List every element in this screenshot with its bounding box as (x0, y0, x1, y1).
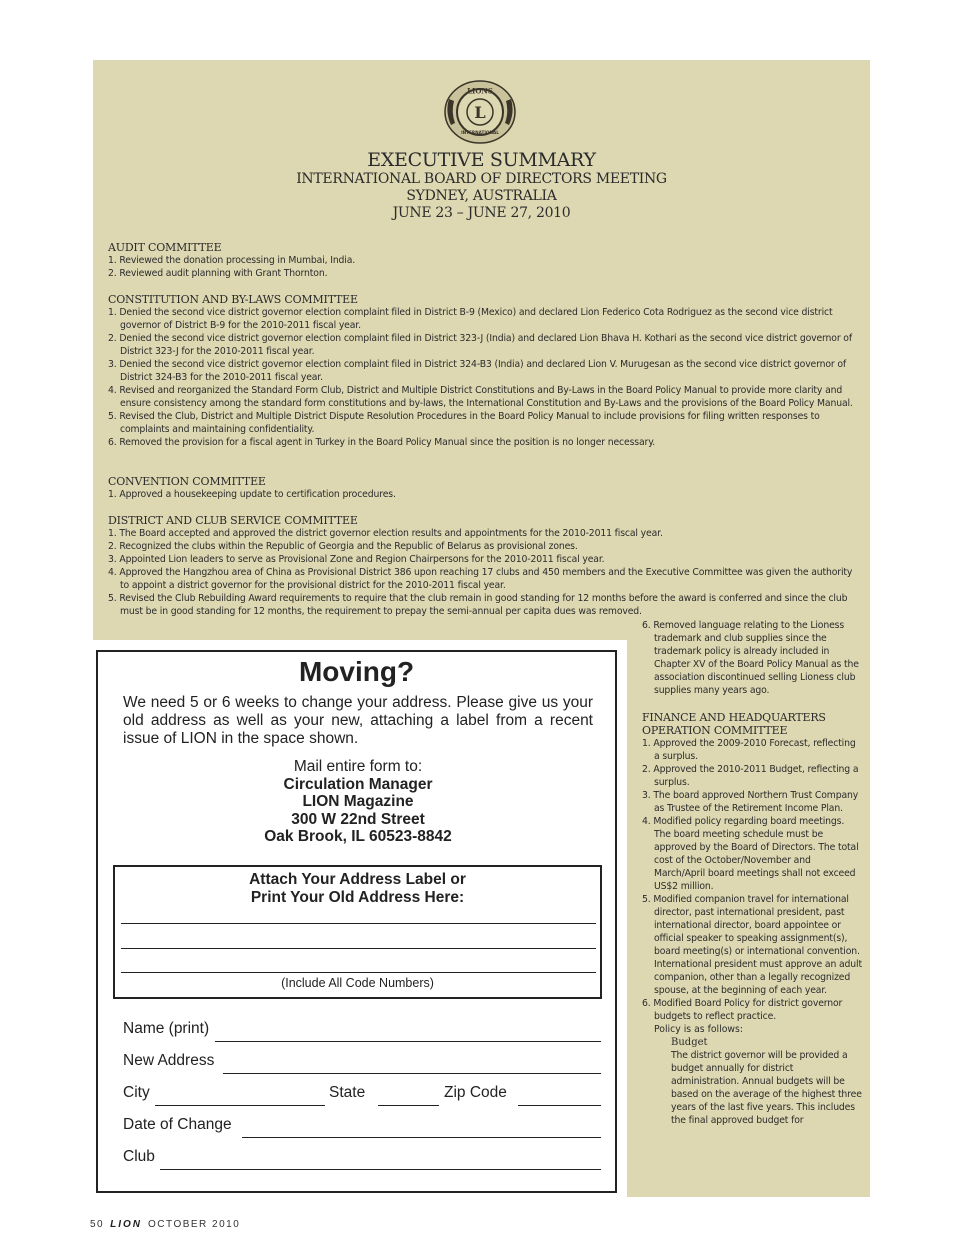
convention-committee-section (108, 475, 858, 501)
new-address-field[interactable] (123, 1052, 601, 1074)
club-field[interactable] (123, 1148, 601, 1170)
form-intro: We need 5 or 6 weeks to change your address. Please give us your old address as well as your new, attaching a label from a recent issue of LION in the space shown. (123, 694, 593, 747)
city-state-zip-field[interactable] (123, 1084, 601, 1106)
address-line-1: Circulation Manager (283, 775, 433, 793)
list-item: 1. Approved the 2009-2010 Forecast, reflecting a surplus. (642, 738, 856, 762)
label-box-title (115, 871, 600, 907)
section-heading: FINANCE AND HEADQUARTERS (642, 711, 826, 724)
page-title: EXECUTIVE SUMMARY (367, 149, 596, 171)
old-address-line-1[interactable] (121, 923, 596, 924)
date-of-change-field[interactable] (123, 1116, 601, 1138)
section-heading: CONSTITUTION AND BY-LAWS COMMITTEE (108, 293, 358, 306)
new-address-line[interactable] (223, 1073, 601, 1074)
list-item: 2. Denied the second vice district governor election complaint filed in District 323-J (India) and declared Lion Bhava H. Kothari as the second vice district governor of District 323-J for the 2010-2011 fiscal year. (108, 333, 852, 357)
old-address-line-2[interactable] (121, 948, 596, 949)
district-committee-section (108, 514, 858, 618)
label-title-line-1: Attach Your Address Label or (249, 871, 466, 888)
list-item: 1. Denied the second vice district governor election complaint filed in District B-9 (Mexico) and declared Lion Federico Cota Rodriguez as the second vice district governor of District B-9 for the 2010-2011 fiscal year. (108, 307, 833, 331)
list-item: 3. Appointed Lion leaders to serve as Provisional Zone and Region Chairpersons for the 2010-2011 fiscal year. (108, 554, 605, 565)
date-label: Date of Change (123, 1116, 232, 1133)
subtitle-line-3: JUNE 23 – JUNE 27, 2010 (392, 205, 571, 221)
date-line[interactable] (242, 1137, 601, 1138)
list-item: 5. Revised the Club, District and Multiple District Dispute Resolution Procedures in the Board Policy Manual to include provisions for filing written responses to complaints and maintaining confidentiality. (108, 411, 820, 435)
section-heading: AUDIT COMMITTEE (108, 241, 222, 254)
change-of-address-form (96, 650, 617, 1193)
issue-date: OCTOBER 2010 (148, 1219, 241, 1230)
address-line-2: LION Magazine (302, 793, 414, 810)
list-item: 1. Reviewed the donation processing in Mumbai, India. (108, 255, 356, 266)
list-item: 4. Modified policy regarding board meetings. The board meeting schedule must be approved by the Board of Directors. The total cost of the October/November and March/April board meetings shall not exceed US$2 million. (642, 816, 859, 892)
mailing-address (98, 758, 618, 846)
section-heading: CONVENTION COMMITTEE (108, 475, 266, 488)
logo-top-text: LIONS (467, 86, 493, 96)
list-item: 4. Revised and reorganized the Standard Form Club, District and Multiple District Constitutions and By-Laws in the Board Policy Manual to provide more clarity and ensure consistency among the standard form constitutions and by-laws, the International Constitution and By-Laws and the provisions of the Board Policy Manual. (108, 385, 853, 409)
lions-logo-icon (443, 79, 517, 145)
policy-line: Policy is as follows: (654, 1024, 743, 1035)
club-label: Club (123, 1148, 155, 1165)
budget-text: The district governor will be provided a budget annually for district administration. Annual budgets will be based on the average of the highest three years of the last five years. This includes the final approved budget for (671, 1050, 862, 1126)
name-label: Name (print) (123, 1020, 210, 1037)
constitution-committee-section (108, 293, 858, 449)
list-item: 5. Revised the Club Rebuilding Award requirements to require that the club remain in good standing for 12 months before the award is conferred and since the club must be in good standing for 12 months, the requirement to prepay the semi-annual per capita dues was removed. (108, 593, 848, 617)
list-item: 3. The board approved Northern Trust Company as Trustee of the Retirement Income Plan. (642, 790, 859, 814)
city-label: City (123, 1084, 150, 1101)
audit-committee-section (108, 241, 858, 280)
new-address-label: New Address (123, 1052, 215, 1069)
club-line[interactable] (160, 1169, 601, 1170)
page-number: 50 (90, 1219, 105, 1230)
state-label: State (329, 1084, 366, 1101)
label-title-line-2: Print Your Old Address Here: (250, 889, 465, 906)
label-box-note: (Include All Code Numbers) (281, 976, 434, 990)
name-field[interactable] (123, 1020, 601, 1042)
page-footer (90, 1219, 240, 1230)
logo-bottom-text: INTERNATIONAL (461, 130, 499, 135)
zip-line[interactable] (518, 1105, 601, 1106)
address-line-4: Oak Brook, IL 60523-8842 (264, 828, 452, 845)
list-item: 5. Modified companion travel for international director, past international president, past international director, board appointee or official speaker to speaking assignment(s), board meeting(s) or international convention. International president must approve an adult companion, other than a legally recognized spouse, at the beginning of each year. (642, 894, 862, 996)
section-heading-cont: OPERATION COMMITTEE (642, 724, 788, 737)
address-line-3: 300 W 22nd Street (291, 810, 425, 828)
list-item: 4. Approved the Hangzhou area of China as Provisional District 386 upon reaching 17 clubs and 450 members and the Executive Committee was given the authority to appoint a district governor for the provisional district for the 2010-2011 fiscal year. (108, 567, 853, 591)
header (93, 149, 870, 222)
list-item: 6. Removed the provision for a fiscal agent in Turkey in the Board Policy Manual since the position is no longer necessary. (108, 437, 656, 448)
form-title: Moving? (298, 656, 415, 687)
list-item: 2. Reviewed audit planning with Grant Thornton. (108, 268, 328, 279)
old-address-line-3[interactable] (121, 972, 596, 973)
section-heading: DISTRICT AND CLUB SERVICE COMMITTEE (108, 514, 358, 527)
subtitle-line-2: SYDNEY, AUSTRALIA (406, 188, 557, 204)
list-item: 1. The Board accepted and approved the district governor election results and appointments for the 2010-2011 fiscal year. (108, 528, 663, 539)
list-item: 3. Denied the second vice district governor election complaint filed in District 324-B3 (India) and declared Lion V. Murugesan as the second vice district governor of District 324-B3 for the 2010-2011 fiscal year. (108, 359, 847, 383)
list-item: 1. Approved a housekeeping update to certification procedures. (108, 489, 396, 500)
footer-brand: LION (110, 1219, 143, 1230)
right-column (642, 619, 862, 1127)
list-item: 2. Recognized the clubs within the Republic of Georgia and the Republic of Belarus as provisional zones. (108, 541, 578, 552)
budget-heading: Budget (671, 1037, 708, 1048)
address-label-box[interactable] (113, 865, 602, 999)
list-item: 2. Approved the 2010-2011 Budget, reflecting a surplus. (642, 764, 859, 788)
subtitle-line-1: INTERNATIONAL BOARD OF DIRECTORS MEETING (296, 171, 667, 187)
state-line[interactable] (378, 1105, 439, 1106)
name-line[interactable] (215, 1041, 601, 1042)
list-item: 6. Removed language relating to the Lioness trademark and club supplies since the trademark policy is already included in Chapter XV of the Board Policy Manual as the association discontinued selling Lioness club supplies many years ago. (642, 620, 859, 696)
list-item: 6. Modified Board Policy for district governor budgets to reflect practice. (642, 998, 843, 1022)
city-line[interactable] (155, 1105, 325, 1106)
zip-label: Zip Code (444, 1084, 507, 1101)
logo-letter: L (474, 103, 486, 122)
mail-to-label: Mail entire form to: (293, 758, 423, 775)
